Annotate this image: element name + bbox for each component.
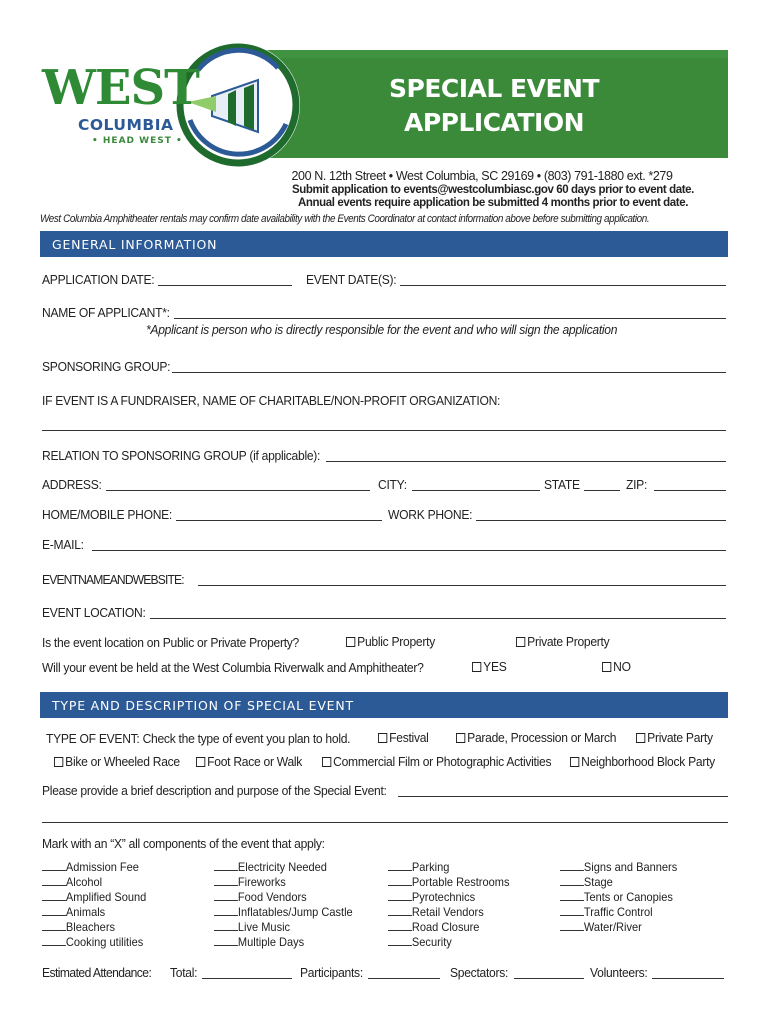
bike-race-checkbox[interactable] <box>54 757 63 767</box>
total-field[interactable] <box>202 978 292 979</box>
components-col3 <box>388 860 520 950</box>
component-item[interactable]: Stage <box>560 875 677 890</box>
submit-instructions-1: Submit application to events@westcolumbiasc.gov 60 days prior to event date. <box>292 184 694 196</box>
component-item[interactable]: Food Vendors <box>214 890 353 905</box>
city-label: CITY: <box>378 477 407 492</box>
type-option-block-party[interactable]: Neighborhood Block Party <box>570 754 715 769</box>
component-item[interactable]: Fireworks <box>214 875 353 890</box>
spectators-field[interactable] <box>514 978 584 979</box>
component-item[interactable]: Security <box>388 935 509 950</box>
component-item[interactable]: Animals <box>42 905 146 920</box>
components-col2 <box>214 860 365 950</box>
logo-tagline: • HEAD WEST • <box>92 136 183 146</box>
component-item[interactable]: Cooking utilities <box>42 935 146 950</box>
address-field[interactable] <box>106 490 370 491</box>
festival-checkbox[interactable] <box>378 733 387 743</box>
event-location-label: EVENT LOCATION: <box>42 605 146 620</box>
email-field[interactable] <box>92 550 726 551</box>
type-option-private-party[interactable]: Private Party <box>636 730 713 745</box>
home-phone-label: HOME/MOBILE PHONE: <box>42 507 173 522</box>
sponsoring-group-field[interactable] <box>172 372 726 373</box>
component-item[interactable]: Portable Restrooms <box>388 875 509 890</box>
components-col1 <box>42 860 155 950</box>
application-date-label: APPLICATION DATE: <box>42 272 155 287</box>
component-item[interactable]: Alcohol <box>42 875 146 890</box>
volunteers-label: Volunteers: <box>590 965 648 980</box>
component-item[interactable]: Retail Vendors <box>388 905 509 920</box>
contact-address: 200 N. 12th Street • West Columbia, SC 29169 • (803) 791-1880 ext. *279 <box>291 169 673 183</box>
event-name-field[interactable] <box>198 585 726 586</box>
applicant-note: *Applicant is person who is directly responsible for the event and who will sign the application <box>146 322 618 337</box>
description-field-line1[interactable] <box>398 796 728 797</box>
logo-word-west: WEST <box>42 60 199 116</box>
relation-label: RELATION TO SPONSORING GROUP (if applicable): <box>42 448 321 463</box>
header-green-band <box>240 44 732 162</box>
component-item[interactable]: Admission Fee <box>42 860 146 875</box>
parade-checkbox[interactable] <box>456 733 465 743</box>
event-name-label: EVENTNAMEANDWEBSITE: <box>42 572 184 587</box>
components-prompt: Mark with an “X” all components of the event that apply: <box>42 836 325 851</box>
public-property-option[interactable]: Public Property <box>346 634 435 649</box>
description-prompt: Please provide a brief description and purpose of the Special Event: <box>42 783 387 798</box>
yes-checkbox[interactable] <box>472 662 481 672</box>
logo-word-columbia: COLUMBIA <box>78 116 174 134</box>
type-option-foot-race[interactable]: Foot Race or Walk <box>196 754 302 769</box>
public-property-checkbox[interactable] <box>346 637 355 647</box>
section-type-and-description: TYPE AND DESCRIPTION OF SPECIAL EVENT <box>40 692 728 718</box>
type-option-parade[interactable]: Parade, Procession or March <box>456 730 616 745</box>
component-item[interactable]: Pyrotechnics <box>388 890 509 905</box>
type-option-commercial-film[interactable]: Commercial Film or Photographic Activities <box>322 754 551 769</box>
fundraiser-field[interactable] <box>42 430 726 431</box>
volunteers-field[interactable] <box>652 978 724 979</box>
work-phone-label: WORK PHONE: <box>388 507 473 522</box>
component-item[interactable]: Electricity Needed <box>214 860 353 875</box>
state-field[interactable] <box>584 490 620 491</box>
type-option-festival[interactable]: Festival <box>378 730 429 745</box>
property-question: Is the event location on Public or Private Property? <box>42 635 299 650</box>
page-title-line2: APPLICATION <box>403 108 584 137</box>
component-item[interactable]: Traffic Control <box>560 905 677 920</box>
address-label: ADDRESS: <box>42 477 102 492</box>
sponsoring-group-label: SPONSORING GROUP: <box>42 359 171 374</box>
amphitheater-note: West Columbia Amphitheater rentals may confirm date availability with the Events Coordinator at contact information above before submitting application. <box>40 213 650 225</box>
event-location-field[interactable] <box>150 618 726 619</box>
section-general-information: GENERAL INFORMATION <box>40 231 728 257</box>
type-option-bike-race[interactable]: Bike or Wheeled Race <box>54 754 180 769</box>
riverwalk-question: Will your event be held at the West Columbia Riverwalk and Amphitheater? <box>42 660 424 675</box>
description-field-line2[interactable] <box>42 822 728 823</box>
application-date-field[interactable] <box>158 285 292 286</box>
component-item[interactable]: Amplified Sound <box>42 890 146 905</box>
fundraiser-label: IF EVENT IS A FUNDRAISER, NAME OF CHARITABLE/NON-PROFIT ORGANIZATION: <box>42 393 501 408</box>
participants-label: Participants: <box>300 965 363 980</box>
yes-option[interactable]: YES <box>472 659 507 674</box>
event-dates-field[interactable] <box>400 285 726 286</box>
components-col4 <box>560 860 687 935</box>
zip-label: ZIP: <box>626 477 648 492</box>
zip-field[interactable] <box>654 490 726 491</box>
component-item[interactable]: Live Music <box>214 920 353 935</box>
component-item[interactable]: Road Closure <box>388 920 509 935</box>
relation-field[interactable] <box>326 461 726 462</box>
component-item[interactable]: Multiple Days <box>214 935 353 950</box>
component-item[interactable]: Water/River <box>560 920 677 935</box>
email-label: E-MAIL: <box>42 537 84 552</box>
applicant-name-label: NAME OF APPLICANT*: <box>42 305 170 320</box>
foot-race-checkbox[interactable] <box>196 757 205 767</box>
no-checkbox[interactable] <box>602 662 611 672</box>
spectators-label: Spectators: <box>450 965 509 980</box>
state-label: STATE <box>544 477 580 492</box>
block-party-checkbox[interactable] <box>570 757 579 767</box>
applicant-name-field[interactable] <box>174 318 726 319</box>
component-item[interactable]: Bleachers <box>42 920 146 935</box>
submit-instructions-2: Annual events require application be submitted 4 months prior to event date. <box>297 197 689 209</box>
private-property-checkbox[interactable] <box>516 637 525 647</box>
private-property-option[interactable]: Private Property <box>516 634 609 649</box>
attendance-label: Estimated Attendance: <box>42 965 152 980</box>
commercial-film-checkbox[interactable] <box>322 757 331 767</box>
event-type-prompt: TYPE OF EVENT: Check the type of event you plan to hold. <box>46 731 351 746</box>
component-item[interactable]: Signs and Banners <box>560 860 677 875</box>
component-item[interactable]: Parking <box>388 860 509 875</box>
home-phone-field[interactable] <box>176 520 382 521</box>
event-dates-label: EVENT DATE(S): <box>306 272 397 287</box>
component-item[interactable]: Inflatables/Jump Castle <box>214 905 353 920</box>
private-party-checkbox[interactable] <box>636 733 645 743</box>
participants-field[interactable] <box>368 978 440 979</box>
page-title-line1: SPECIAL EVENT <box>388 74 600 103</box>
city-field[interactable] <box>412 490 540 491</box>
component-item[interactable]: Tents or Canopies <box>560 890 677 905</box>
no-option[interactable]: NO <box>602 659 631 674</box>
work-phone-field[interactable] <box>476 520 726 521</box>
total-label: Total: <box>170 965 198 980</box>
